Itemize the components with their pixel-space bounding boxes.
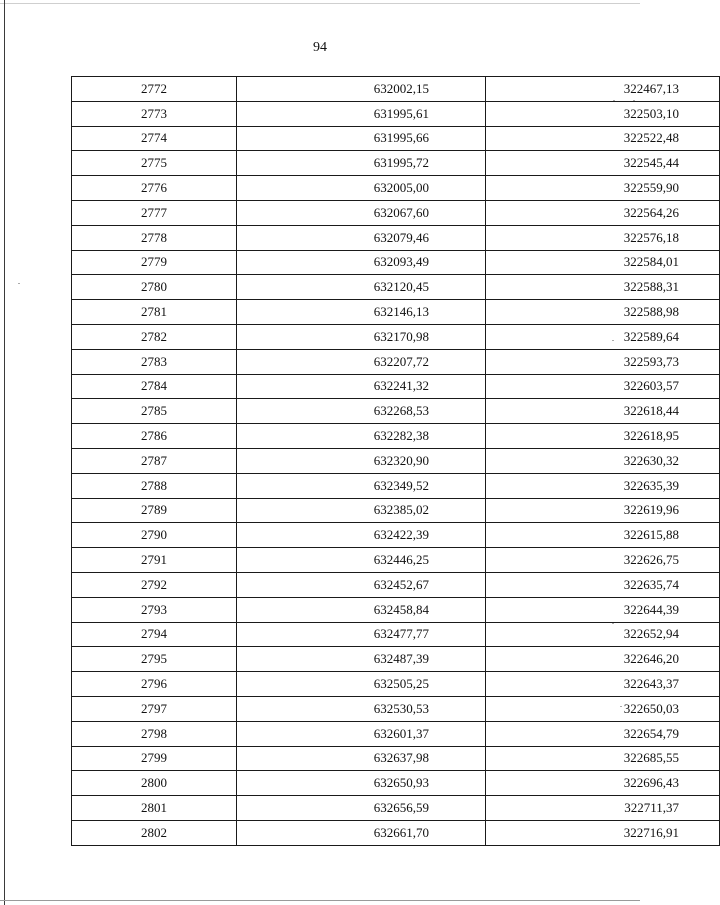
table-row <box>72 349 720 374</box>
table-row <box>72 820 720 845</box>
y-coordinate-cell: 322626,75 <box>486 548 720 573</box>
point-number-cell: 2772 <box>72 77 237 102</box>
x-coordinate-cell: 632079,46 <box>237 225 486 250</box>
x-coordinate-cell: 632005,00 <box>237 176 486 201</box>
table-row <box>72 324 720 349</box>
table-row <box>72 225 720 250</box>
table-row <box>72 473 720 498</box>
table-row <box>72 126 720 151</box>
table-row <box>72 498 720 523</box>
point-number-cell: 2775 <box>72 151 237 176</box>
point-number-cell: 2791 <box>72 548 237 573</box>
x-coordinate-cell: 632505,25 <box>237 672 486 697</box>
y-coordinate-cell: 322654,79 <box>486 721 720 746</box>
point-number-cell: 2783 <box>72 349 237 374</box>
table-row <box>72 796 720 821</box>
y-coordinate-cell: 322522,48 <box>486 126 720 151</box>
coordinates-table-body <box>72 77 720 846</box>
point-number-cell: 2778 <box>72 225 237 250</box>
scan-edge-bottom <box>0 900 640 901</box>
table-row <box>72 647 720 672</box>
point-number-cell: 2781 <box>72 300 237 325</box>
x-coordinate-cell: 632452,67 <box>237 572 486 597</box>
x-coordinate-cell: 632241,32 <box>237 374 486 399</box>
point-number-cell: 2782 <box>72 324 237 349</box>
point-number-cell: 2793 <box>72 597 237 622</box>
x-coordinate-cell: 631995,66 <box>237 126 486 151</box>
table-row <box>72 696 720 721</box>
point-number-cell: 2802 <box>72 820 237 845</box>
x-coordinate-cell: 632282,38 <box>237 424 486 449</box>
y-coordinate-cell: 322652,94 <box>486 622 720 647</box>
table-row <box>72 721 720 746</box>
point-number-cell: 2801 <box>72 796 237 821</box>
table-row <box>72 746 720 771</box>
x-coordinate-cell: 632656,59 <box>237 796 486 821</box>
y-coordinate-cell: 322615,88 <box>486 523 720 548</box>
table-row <box>72 374 720 399</box>
x-coordinate-cell: 631995,72 <box>237 151 486 176</box>
y-coordinate-cell: 322559,90 <box>486 176 720 201</box>
x-coordinate-cell: 632320,90 <box>237 448 486 473</box>
y-coordinate-cell: 322643,37 <box>486 672 720 697</box>
x-coordinate-cell: 631995,61 <box>237 101 486 126</box>
y-coordinate-cell: 322467,13 <box>486 77 720 102</box>
table-row <box>72 548 720 573</box>
y-coordinate-cell: 322650,03 <box>486 696 720 721</box>
y-coordinate-cell: 322584,01 <box>486 250 720 275</box>
point-number-cell: 2789 <box>72 498 237 523</box>
y-coordinate-cell: 322588,31 <box>486 275 720 300</box>
point-number-cell: 2788 <box>72 473 237 498</box>
x-coordinate-cell: 632530,53 <box>237 696 486 721</box>
x-coordinate-cell: 632146,13 <box>237 300 486 325</box>
coordinates-table <box>71 76 720 846</box>
point-number-cell: 2785 <box>72 399 237 424</box>
point-number-cell: 2780 <box>72 275 237 300</box>
y-coordinate-cell: 322716,91 <box>486 820 720 845</box>
y-coordinate-cell: 322646,20 <box>486 647 720 672</box>
y-coordinate-cell: 322630,32 <box>486 448 720 473</box>
point-number-cell: 2792 <box>72 572 237 597</box>
y-coordinate-cell: 322635,74 <box>486 572 720 597</box>
y-coordinate-cell: 322503,10 <box>486 101 720 126</box>
table-row <box>72 771 720 796</box>
point-number-cell: 2798 <box>72 721 237 746</box>
x-coordinate-cell: 632637,98 <box>237 746 486 771</box>
y-coordinate-cell: 322588,98 <box>486 300 720 325</box>
x-coordinate-cell: 632002,15 <box>237 77 486 102</box>
point-number-cell: 2777 <box>72 200 237 225</box>
y-coordinate-cell: 322618,44 <box>486 399 720 424</box>
x-coordinate-cell: 632170,98 <box>237 324 486 349</box>
table-row <box>72 572 720 597</box>
table-row <box>72 200 720 225</box>
table-row <box>72 424 720 449</box>
y-coordinate-cell: 322618,95 <box>486 424 720 449</box>
x-coordinate-cell: 632487,39 <box>237 647 486 672</box>
y-coordinate-cell: 322603,57 <box>486 374 720 399</box>
x-coordinate-cell: 632268,53 <box>237 399 486 424</box>
y-coordinate-cell: 322545,44 <box>486 151 720 176</box>
scan-edge-top <box>0 3 640 4</box>
scan-speck <box>18 283 20 284</box>
y-coordinate-cell: 322576,18 <box>486 225 720 250</box>
x-coordinate-cell: 632207,72 <box>237 349 486 374</box>
point-number-cell: 2773 <box>72 101 237 126</box>
table-row <box>72 101 720 126</box>
table-row <box>72 250 720 275</box>
x-coordinate-cell: 632477,77 <box>237 622 486 647</box>
point-number-cell: 2779 <box>72 250 237 275</box>
point-number-cell: 2790 <box>72 523 237 548</box>
x-coordinate-cell: 632458,84 <box>237 597 486 622</box>
y-coordinate-cell: 322593,73 <box>486 349 720 374</box>
point-number-cell: 2774 <box>72 126 237 151</box>
point-number-cell: 2797 <box>72 696 237 721</box>
y-coordinate-cell: 322564,26 <box>486 200 720 225</box>
table-row <box>72 300 720 325</box>
y-coordinate-cell: 322696,43 <box>486 771 720 796</box>
point-number-cell: 2787 <box>72 448 237 473</box>
x-coordinate-cell: 632661,70 <box>237 820 486 845</box>
table-row <box>72 597 720 622</box>
table-row <box>72 523 720 548</box>
x-coordinate-cell: 632446,25 <box>237 548 486 573</box>
table-row <box>72 275 720 300</box>
point-number-cell: 2784 <box>72 374 237 399</box>
x-coordinate-cell: 632120,45 <box>237 275 486 300</box>
table-row <box>72 399 720 424</box>
page-number: 94 <box>313 40 327 55</box>
point-number-cell: 2776 <box>72 176 237 201</box>
scan-edge-left <box>4 0 5 905</box>
table-row <box>72 77 720 102</box>
x-coordinate-cell: 632385,02 <box>237 498 486 523</box>
x-coordinate-cell: 632422,39 <box>237 523 486 548</box>
x-coordinate-cell: 632067,60 <box>237 200 486 225</box>
table-row <box>72 672 720 697</box>
table-row <box>72 176 720 201</box>
x-coordinate-cell: 632650,93 <box>237 771 486 796</box>
point-number-cell: 2796 <box>72 672 237 697</box>
table-row <box>72 448 720 473</box>
point-number-cell: 2786 <box>72 424 237 449</box>
table-row <box>72 151 720 176</box>
y-coordinate-cell: 322711,37 <box>486 796 720 821</box>
y-coordinate-cell: 322685,55 <box>486 746 720 771</box>
x-coordinate-cell: 632601,37 <box>237 721 486 746</box>
x-coordinate-cell: 632349,52 <box>237 473 486 498</box>
y-coordinate-cell: 322635,39 <box>486 473 720 498</box>
table-row <box>72 622 720 647</box>
point-number-cell: 2795 <box>72 647 237 672</box>
point-number-cell: 2794 <box>72 622 237 647</box>
y-coordinate-cell: 322589,64 <box>486 324 720 349</box>
y-coordinate-cell: 322644,39 <box>486 597 720 622</box>
x-coordinate-cell: 632093,49 <box>237 250 486 275</box>
point-number-cell: 2799 <box>72 746 237 771</box>
y-coordinate-cell: 322619,96 <box>486 498 720 523</box>
point-number-cell: 2800 <box>72 771 237 796</box>
